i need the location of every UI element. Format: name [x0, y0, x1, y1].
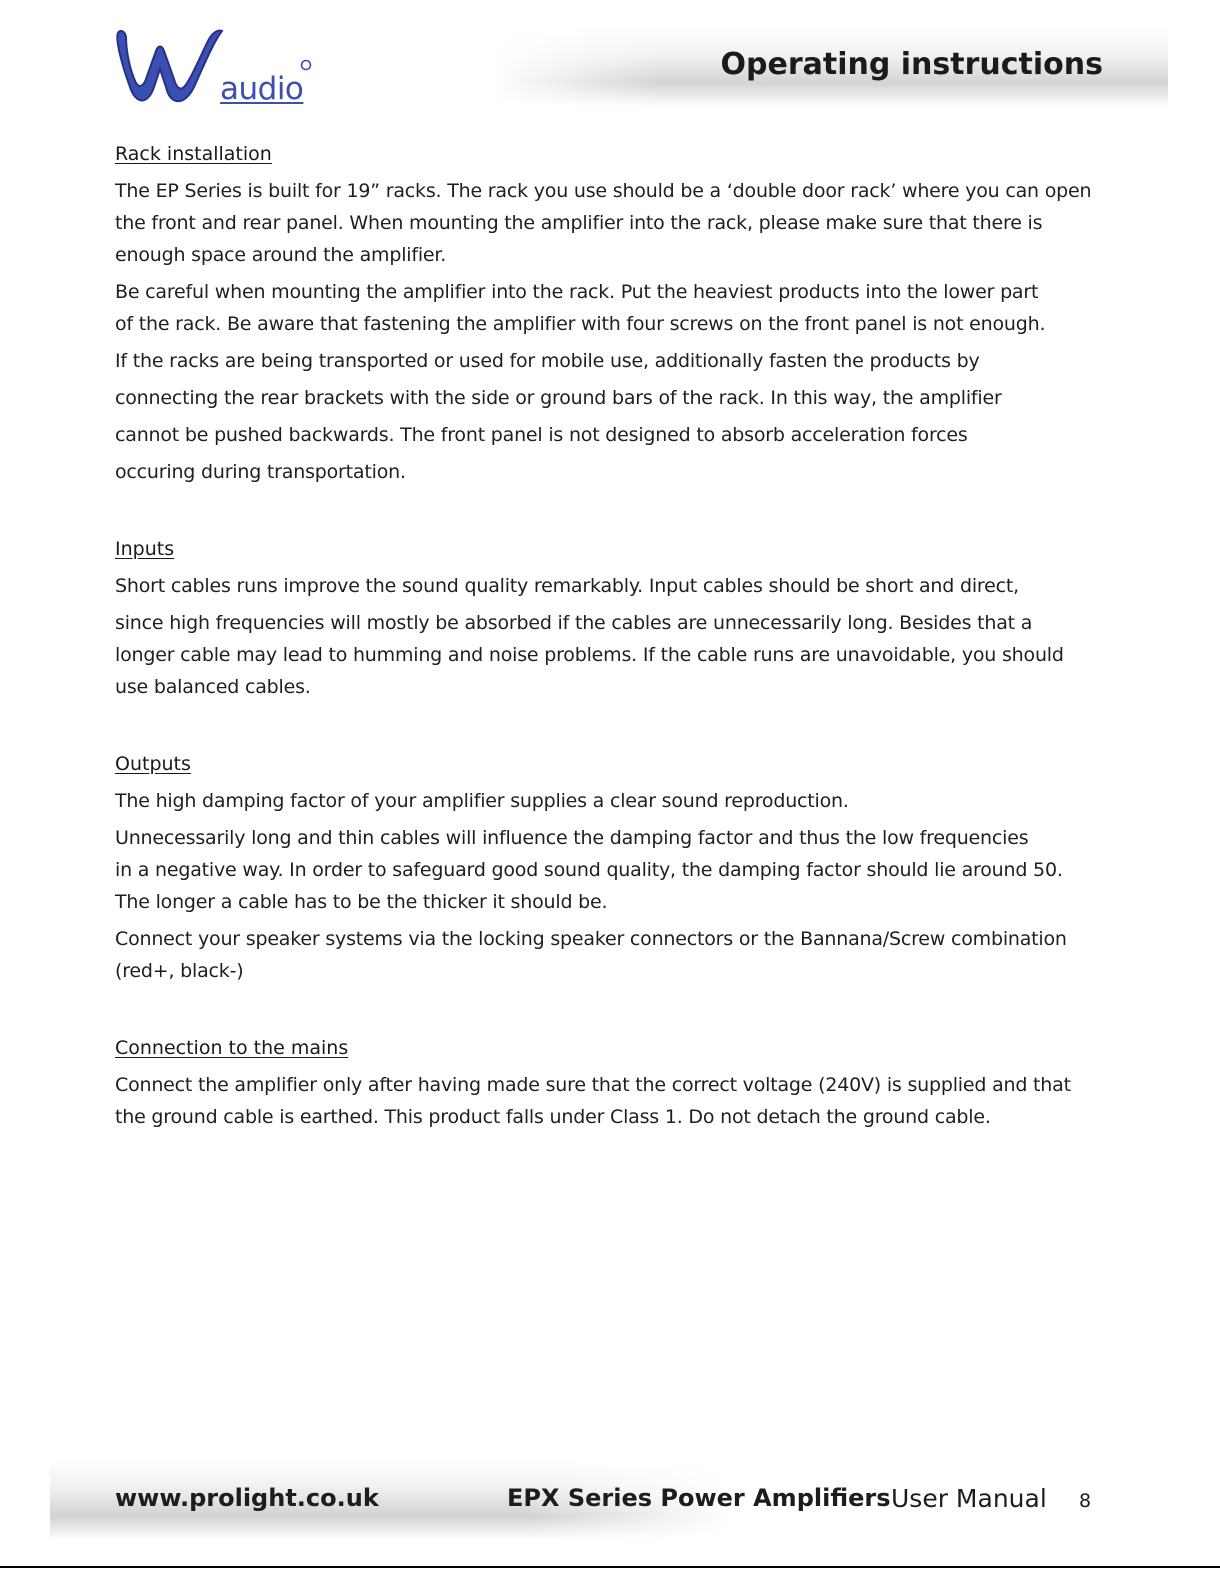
paragraph — [115, 276, 1105, 340]
section-connection-to-mains — [115, 1032, 1105, 1133]
paragraph — [115, 607, 1105, 703]
paragraph — [115, 382, 1105, 414]
w-letter — [117, 30, 222, 101]
text-line: longer cable may lead to humming and noise problems. If the cable runs are unavoidable, you should — [115, 644, 1064, 666]
text-line: since high frequencies will mostly be absorbed if the cables are unnecessarily long. Besides that a — [115, 612, 1033, 634]
page-title: Operating instructions — [720, 47, 1103, 82]
text-line: in a negative way. In order to safeguard good sound quality, the damping factor should lie around 50. — [115, 859, 1063, 881]
text-line: occuring during transportation. — [115, 461, 406, 483]
paragraph — [115, 345, 1105, 377]
section-heading: Connection to the mains — [115, 1037, 349, 1059]
text-line: the front and rear panel. When mounting the amplifier into the rack, please make sure that there is — [115, 212, 1043, 234]
page-number: 8 — [1079, 1490, 1092, 1512]
w-audio-logo — [114, 25, 319, 110]
document-body — [115, 138, 1105, 1133]
text-line: Be careful when mounting the amplifier into the rack. Put the heaviest products into the lower part — [115, 281, 1039, 303]
text-line: The longer a cable has to be the thicker it should be. — [115, 891, 608, 913]
section-heading: Inputs — [115, 538, 175, 560]
paragraph — [115, 419, 1105, 451]
text-line: connecting the rear brackets with the side or ground bars of the rack. In this way, the amplifier — [115, 387, 1002, 409]
section-rack-installation — [115, 138, 1105, 488]
footer-url: www.prolight.co.uk — [115, 1484, 379, 1512]
section-heading: Rack installation — [115, 143, 272, 165]
text-line: enough space around the amplifier. — [115, 244, 447, 266]
paragraph — [115, 1069, 1105, 1133]
logo-dot-icon — [302, 61, 311, 70]
paragraph — [115, 175, 1105, 271]
paragraph — [115, 822, 1105, 918]
paragraph — [115, 785, 1105, 817]
paragraph — [115, 456, 1105, 488]
text-line: The high damping factor of your amplifier supplies a clear sound reproduction. — [115, 790, 849, 812]
footer-manual-label: User Manual — [891, 1484, 1047, 1513]
text-line: the ground cable is earthed. This product falls under Class 1. Do not detach the ground cable. — [115, 1106, 991, 1128]
paragraph — [115, 923, 1105, 987]
text-line: Unnecessarily long and thin cables will influence the damping factor and thus the low frequencies — [115, 827, 1029, 849]
text-line: of the rack. Be aware that fastening the amplifier with four screws on the front panel is not enough. — [115, 313, 1046, 335]
text-line: use balanced cables. — [115, 676, 311, 698]
section-heading: Outputs — [115, 753, 191, 775]
text-line: Connect the amplifier only after having made sure that the correct voltage (240V) is supplied and that — [115, 1074, 1071, 1096]
text-line: If the racks are being transported or used for mobile use, additionally fasten the products by — [115, 350, 980, 372]
section-outputs — [115, 748, 1105, 987]
text-line: Connect your speaker systems via the locking speaker connectors or the Bannana/Screw combination — [115, 928, 1067, 950]
text-line: Short cables runs improve the sound quality remarkably. Input cables should be short and direct, — [115, 575, 1019, 597]
text-line: The EP Series is built for 19” racks. The rack you use should be a ‘double door rack’ where you can open — [115, 180, 1092, 202]
paragraph — [115, 570, 1105, 602]
bottom-rule — [0, 1566, 1220, 1568]
text-line: (red+, black-) — [115, 960, 244, 982]
text-line: cannot be pushed backwards. The front panel is not designed to absorb acceleration forces — [115, 424, 968, 446]
footer-product-name: EPX Series Power Amplifiers — [507, 1484, 891, 1512]
logo-text: audio — [220, 71, 304, 107]
section-inputs — [115, 533, 1105, 703]
